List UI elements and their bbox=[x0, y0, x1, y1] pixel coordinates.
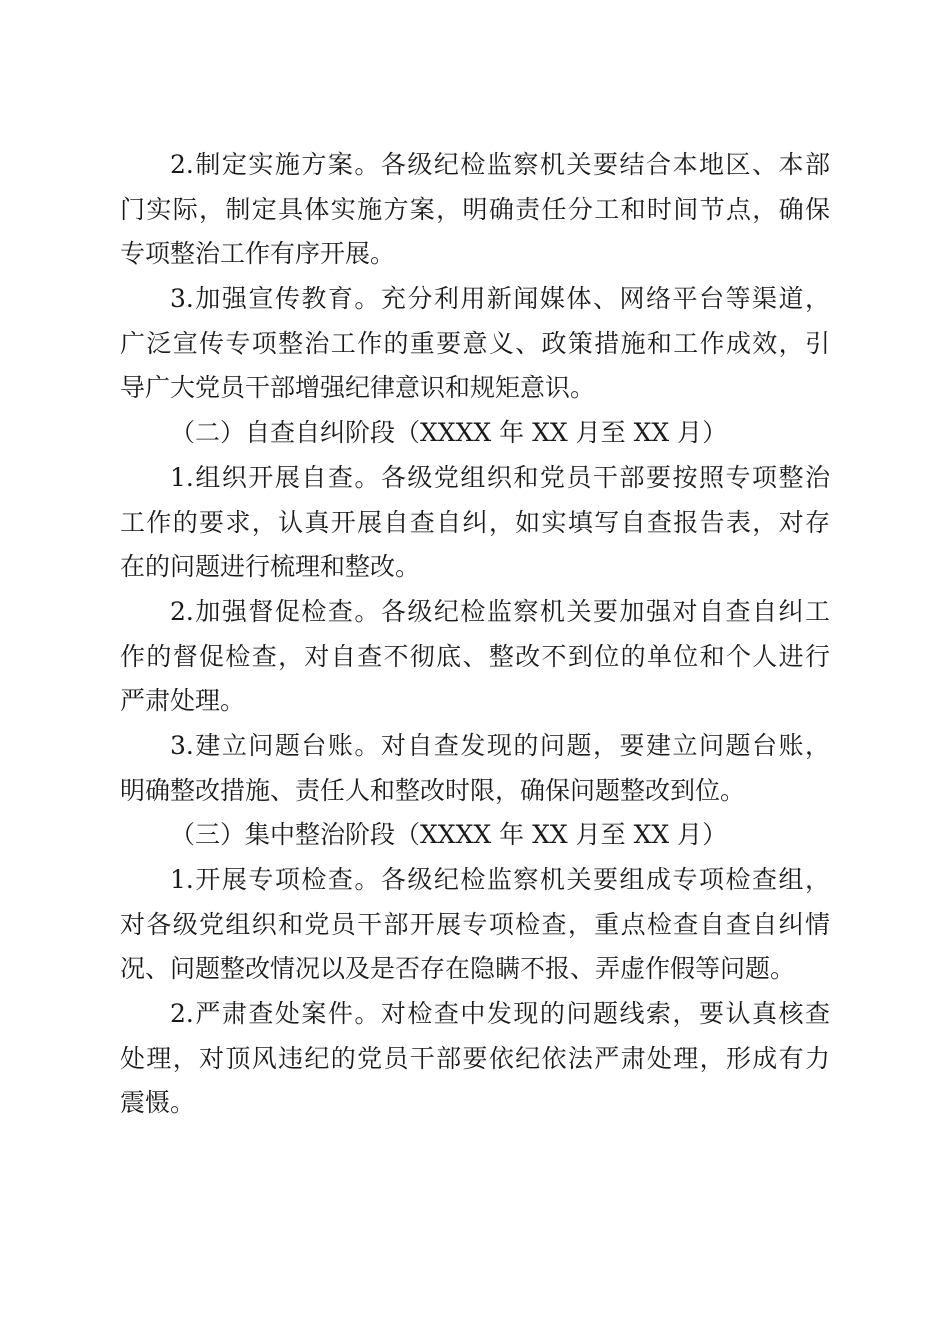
paragraph-line: 在的问题进行梳理和整改。 bbox=[120, 552, 421, 582]
paragraph-line: 严肃处理。 bbox=[120, 686, 246, 716]
paragraph-self-check bbox=[120, 456, 830, 590]
paragraph-line: 2.严肃查处案件。对检查中发现的问题线索，要认真核查 bbox=[170, 999, 830, 1029]
paragraph-line: 导广大党员干部增强纪律意识和规矩意识。 bbox=[120, 373, 596, 403]
paragraph-line: 2.制定实施方案。各级纪检监察机关要结合本地区、本部 bbox=[170, 150, 830, 179]
paragraph-publicity bbox=[120, 277, 830, 411]
section-heading-rectification: （三）集中整治阶段（XXXX 年 XX 月至 XX 月） bbox=[170, 820, 728, 850]
paragraph-line: 工作的要求，认真开展自查自纠，如实填写自查报告表，对存 bbox=[120, 507, 830, 537]
paragraph-line: 况、问题整改情况以及是否存在隐瞒不报、弄虚作假等问题。 bbox=[120, 954, 796, 984]
paragraph-line: 3.加强宣传教育。充分利用新闻媒体、网络平台等渠道， bbox=[170, 284, 830, 314]
paragraph-line: 1.开展专项检查。各级纪检监察机关要组成专项检查组， bbox=[170, 865, 830, 894]
section-heading-self-check: （二）自查自纠阶段（XXXX 年 XX 月至 XX 月） bbox=[170, 418, 728, 448]
paragraph-line: 3.建立问题台账。对自查发现的问题，要建立问题台账， bbox=[170, 730, 830, 760]
paragraph-line: 2.加强督促检查。各级纪检监察机关要加强对自查自纠工 bbox=[170, 596, 830, 626]
paragraph-supervision bbox=[120, 590, 830, 724]
paragraph-ledger bbox=[120, 724, 830, 813]
document-body bbox=[120, 143, 830, 1126]
paragraph-line: 处理，对顶风违纪的党员干部要依纪依法严肃处理，形成有力 bbox=[120, 1043, 830, 1073]
paragraph-plan bbox=[120, 143, 830, 277]
paragraph-line: 明确整改措施、责任人和整改时限，确保问题整改到位。 bbox=[120, 775, 746, 805]
paragraph-inspection bbox=[120, 858, 830, 992]
paragraph-line: 对各级党组织和党员干部开展专项检查，重点检查自查自纠情 bbox=[120, 909, 830, 939]
paragraph-line: 震慑。 bbox=[120, 1088, 196, 1118]
paragraph-cases bbox=[120, 992, 830, 1126]
paragraph-line: 广泛宣传专项整治工作的重要意义、政策措施和工作成效，引 bbox=[120, 328, 830, 358]
paragraph-line: 作的督促检查，对自查不彻底、整改不到位的单位和个人进行 bbox=[120, 641, 830, 671]
paragraph-line: 1.组织开展自查。各级党组织和党员干部要按照专项整治 bbox=[170, 462, 830, 492]
paragraph-line: 门实际，制定具体实施方案，明确责任分工和时间节点，确保 bbox=[120, 194, 830, 224]
paragraph-line: 专项整治工作有序开展。 bbox=[120, 239, 396, 269]
